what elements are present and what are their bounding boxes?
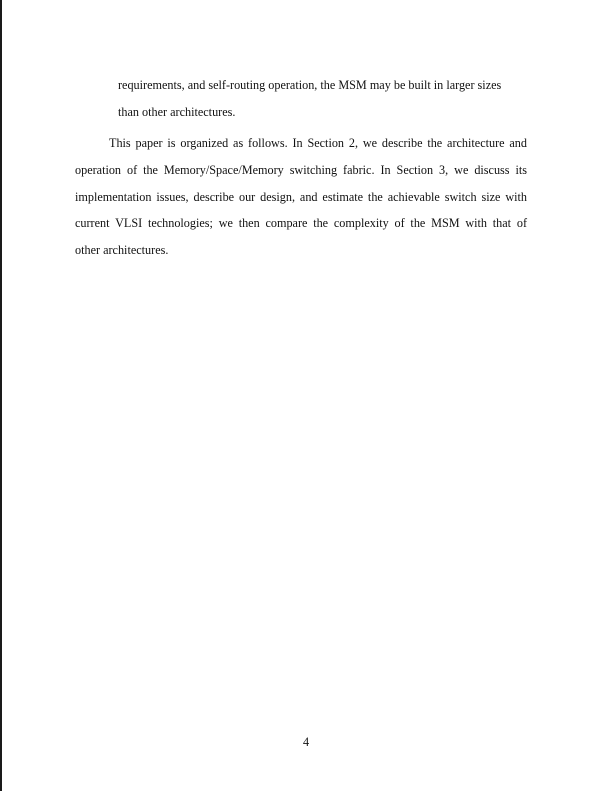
text-line: requirements, and self-routing operation, the MSM may be built in larger sizes [118,78,502,92]
text-line: This paper is organized as follows. In Section 2, we describe the architecture and [109,136,527,150]
continued-paragraph [118,72,518,125]
text-line: implementation issues, describe our design, and estimate the achievable switch size with [75,189,527,204]
text-line: other architectures. [75,243,169,258]
organization-paragraph [75,130,527,264]
page-number: 4 [302,735,310,749]
text-line: than other architectures. [118,104,236,119]
text-line: current VLSI technologies; we then compare the complexity of the MSM with that of [75,216,527,231]
text-line: operation of the Memory/Space/Memory switching fabric. In Section 3, we discuss its [75,162,527,177]
